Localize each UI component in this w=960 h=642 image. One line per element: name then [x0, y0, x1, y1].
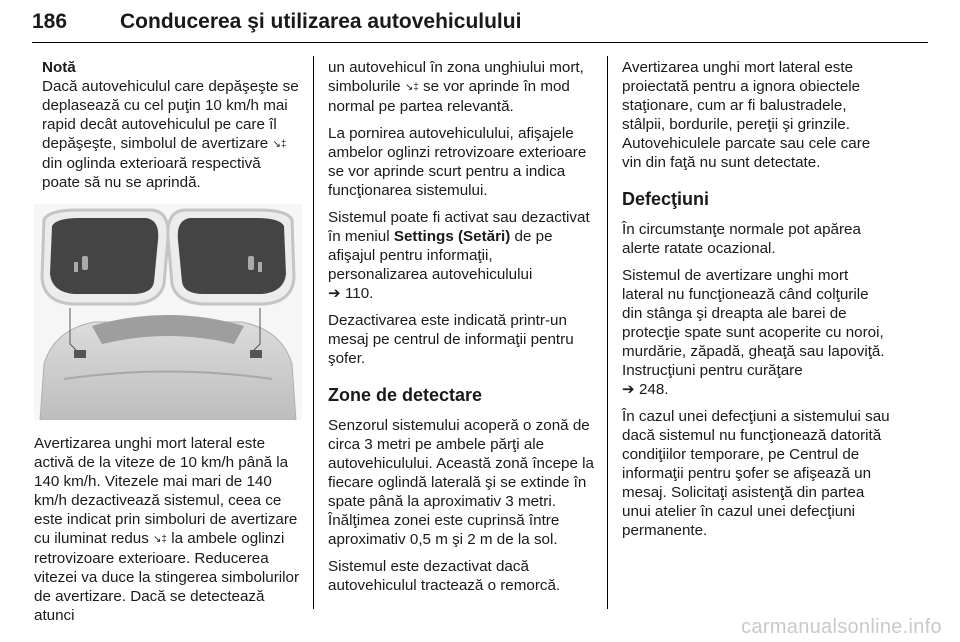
page-header — [32, 0, 928, 46]
page-reference-link[interactable]: ➔ 248. — [622, 381, 669, 398]
paragraph: Dezactivarea este indicată printr-un mesaj pe centrul de informaţii pentru şofer. — [328, 312, 574, 367]
blind-spot-warning-icon: ↘‡ — [404, 82, 419, 93]
paragraph: Senzorul sistemului acoperă o zonă de circa 3 metri pe ambele părţi ale autovehiculului. Această zonă începe la fiecare oglindă laterală şi se extinde în spate până la aproximativ 3 metri. Înălţimea zonei este cuprinsă între aproximativ 0,5 m şi 2 m de la sol. — [328, 417, 594, 548]
header-rule — [32, 42, 928, 43]
settings-menu-label: Settings (Setări) — [393, 228, 511, 245]
section-heading-faults: Defecţiuni — [622, 189, 710, 209]
blind-spot-warning-icon: ↘‡ — [153, 534, 167, 545]
right-mirror — [168, 210, 294, 304]
note-box — [42, 58, 302, 192]
watermark: carmanualsonline.info — [741, 616, 942, 638]
page-title: Conducerea şi utilizarea autovehiculului — [120, 10, 522, 33]
paragraph: În circumstanţe normale pot apărea alerte ratate ocazional. — [622, 221, 861, 257]
paragraph: Avertizarea unghi mort lateral este proiectată pentru a ignora obiectele staţionare, cum ar fi balustradele, stâlpii, bordurile, pereţii şi grinzile. Autovehiculele parcate sau cele care vin din faţă nu sunt detectate. — [622, 59, 871, 171]
paragraph: În cazul unei defecţiuni a sistemului sau dacă sistemul nu funcţionează datorită condiţiilor temporare, pe Centrul de informaţii pentru şofer se afişează un mesaj. Solicitaţi asistenţă din partea unui atelier în cazul unei defecţiuni permanente. — [622, 408, 890, 539]
blind-spot-warning-icon: ↘‡ — [272, 139, 287, 150]
page-number: 186 — [32, 10, 68, 33]
paragraph: un autovehicul în zona unghiului mort, simbolurile ↘‡ se vor aprinde în mod normal pe partea relevantă. — [328, 59, 584, 115]
column-divider — [607, 56, 608, 609]
paragraph: Sistemul este dezactivat dacă autovehiculul tractează o remorcă. — [328, 558, 561, 594]
mirror-illustration — [34, 204, 302, 420]
section-heading-detection-zones: Zone de detectare — [328, 385, 483, 405]
column-2 — [328, 58, 596, 603]
paragraph: Sistemul de avertizare unghi mort lateral nu funcţionează când colţurile din stânga şi dreapta ale barei de protecţie spate sunt acoperite cu noroi, murdărie, zăpadă, gheaţă sau lapoviţă. Instrucţiuni pentru curăţare ➔ 248. — [622, 267, 885, 398]
column-divider — [313, 56, 314, 609]
paragraph: La pornirea autovehiculului, afişajele ambelor oglinzi retrovizoare exterioare se vor aprinde scurt pentru a indica funcţionarea sistemului. — [328, 125, 587, 199]
column-3 — [622, 58, 892, 548]
column-1 — [34, 58, 302, 633]
note-heading: Notă — [42, 59, 76, 76]
page-reference-link[interactable]: ➔ 110. — [328, 285, 374, 302]
paragraph: Sistemul poate fi activat sau dezactivat în meniul Settings (Setări) de pe afişajul pentru informaţii, personalizarea autovehiculului ➔ 110. — [328, 209, 590, 302]
left-mirror — [42, 210, 168, 304]
note-body: Dacă autovehiculul care depăşeşte se deplasează cu cel puţin 10 km/h mai rapid decât autovehiculul pe care îl depăşeşte, simbolul de avertizare ↘‡ din oglinda exterioară respectivă poate să nu se aprindă. — [42, 78, 299, 191]
paragraph: Avertizarea unghi mort lateral este activă de la viteze de 10 km/h până la 140 km/h. Vitezele mai mari de 140 km/h dezactivează sistemul, ceea ce este indicat prin simboluri de avertizare cu iluminat redus ↘‡ la ambele oglinzi retrovizoare exterioare. Reducerea vitezei va duce la stingerea simbolurilor de avertizare. Dacă se detectează atunci — [34, 435, 300, 624]
